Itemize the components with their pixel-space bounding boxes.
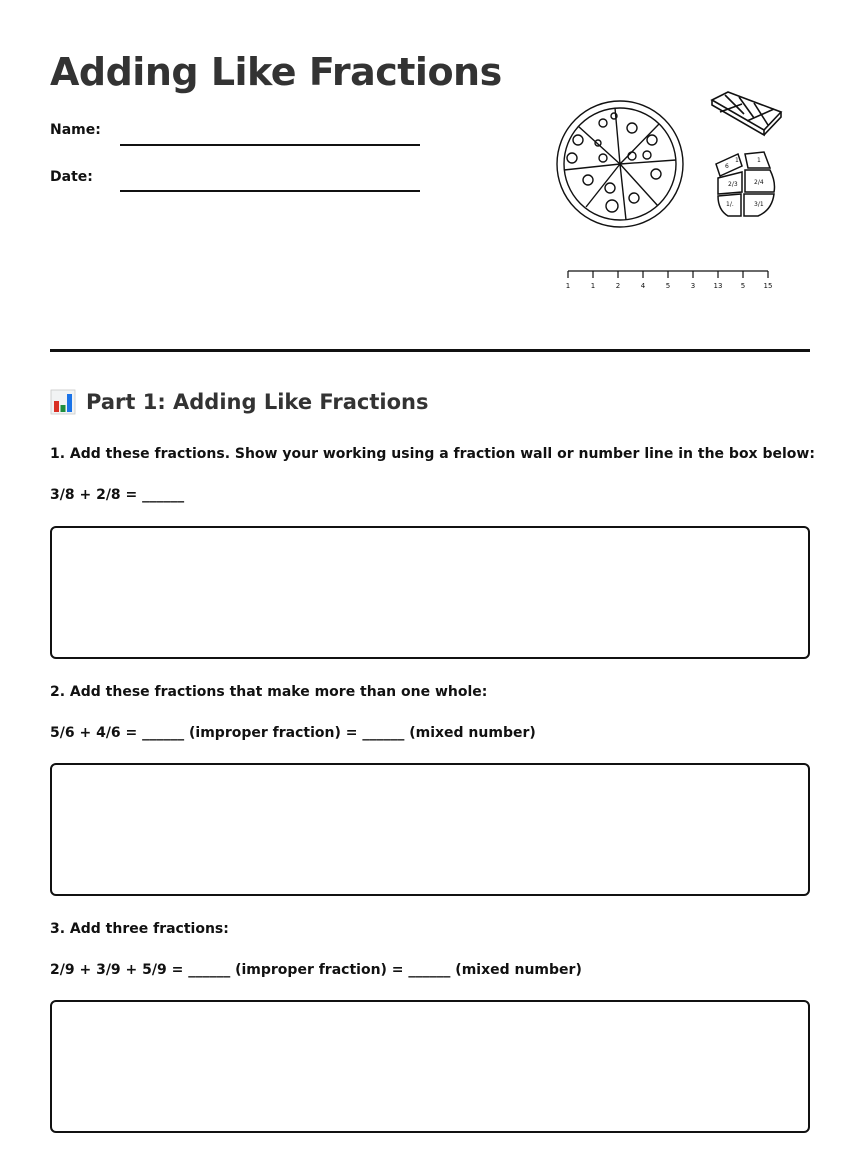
svg-text:1: 1 — [735, 157, 739, 164]
question-1-equation: 3/8 + 2/8 = ______ — [50, 487, 185, 503]
svg-text:6: 6 — [725, 163, 729, 170]
date-field[interactable] — [120, 190, 420, 192]
question-3-equation: 2/9 + 3/9 + 5/9 = ______ (improper fraction) = ______ (mixed number) — [50, 962, 582, 978]
number-line-tick-label: 1 — [565, 282, 571, 290]
question-1-prompt: 1. Add these fractions. Show your working using a fraction wall or number line in the box below: — [50, 446, 815, 462]
part1-heading — [50, 389, 428, 415]
question-2-prompt: 2. Add these fractions that make more than one whole: — [50, 684, 488, 700]
bar-chart-icon — [50, 389, 76, 415]
date-label: Date: — [50, 169, 93, 185]
question-1-answer-box[interactable] — [50, 526, 810, 659]
svg-text:1: 1 — [757, 157, 761, 164]
number-line-tick-label: 4 — [640, 282, 646, 290]
pizza-icon — [557, 101, 683, 227]
question-2-equation: 5/6 + 4/6 = ______ (improper fraction) = ______ (mixed number) — [50, 725, 536, 741]
part1-heading-text: Part 1: Adding Like Fractions — [86, 390, 429, 414]
fraction-pieces-icon — [716, 152, 775, 216]
name-field[interactable] — [120, 144, 420, 146]
chocolate-bar-icon — [712, 92, 781, 135]
svg-text:1/.: 1/. — [726, 201, 734, 208]
question-2-answer-box[interactable] — [50, 763, 810, 896]
number-line-tick-label: 13 — [713, 282, 723, 290]
question-3-answer-box[interactable] — [50, 1000, 810, 1133]
number-line-tick-label: 5 — [740, 282, 746, 290]
number-line-tick-label: 15 — [763, 282, 773, 290]
header-divider — [50, 349, 810, 352]
svg-text:3/1: 3/1 — [754, 201, 764, 208]
number-line-icon — [566, 271, 773, 290]
page-title: Adding Like Fractions — [50, 50, 502, 94]
number-line-tick-label: 5 — [665, 282, 671, 290]
name-label: Name: — [50, 122, 101, 138]
question-3-prompt: 3. Add three fractions: — [50, 921, 229, 937]
number-line-tick-label: 2 — [615, 282, 621, 290]
number-line-tick-label: 3 — [690, 282, 696, 290]
svg-text:2/3: 2/3 — [728, 181, 738, 188]
svg-text:2/4: 2/4 — [754, 179, 764, 186]
number-line-tick-label: 1 — [590, 282, 596, 290]
fractions-illustration — [548, 88, 788, 298]
